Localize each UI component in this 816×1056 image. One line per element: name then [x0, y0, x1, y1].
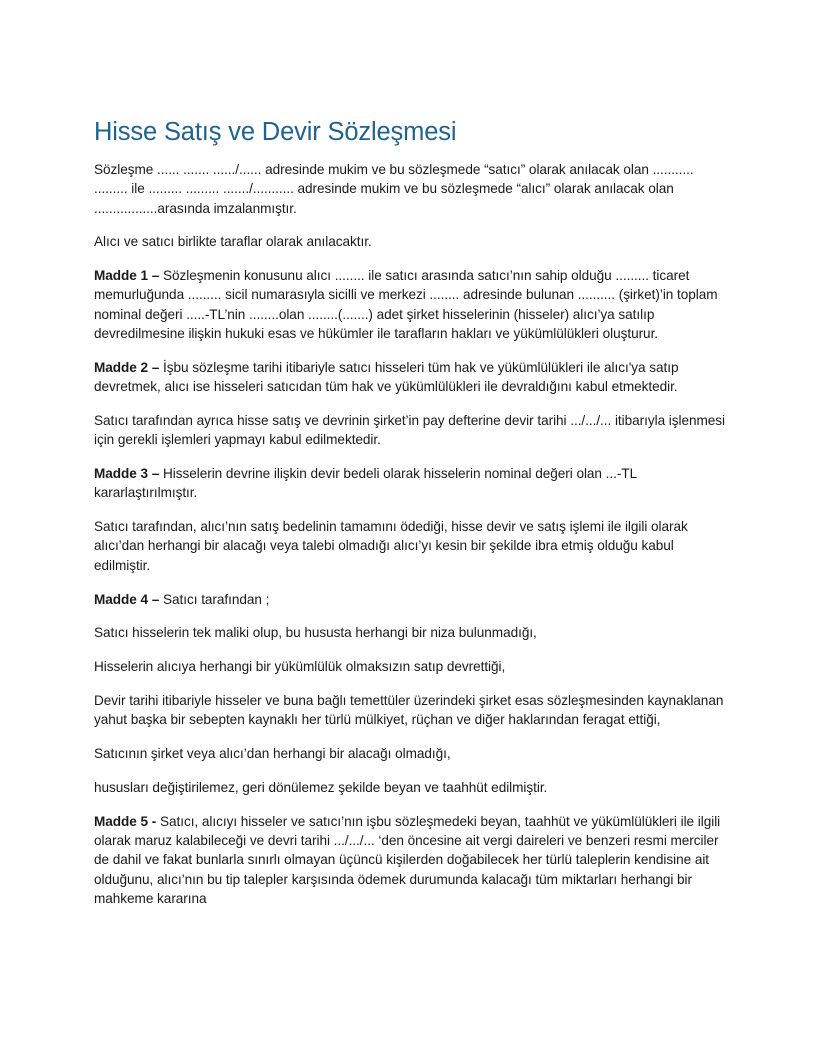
paragraph-text: Hisselerin alıcıya herhangi bir yükümlülük olmaksızın satıp devrettiği, — [94, 659, 506, 675]
paragraph-text: Satıcı tarafından, alıcı’nın satış bedelinin tamamını ödediği, hisse devir ve satış işlemi ile ilgili olarak alıcı’dan herhangi bir alacağı veya talebi olmadığı alıcı’yı kesin bir şekilde ibra etmiş olduğu kabul edilmiştir. — [94, 519, 688, 573]
paragraph-madde-4-close — [94, 778, 727, 797]
paragraph-parties-defined — [94, 232, 727, 251]
paragraph-text: Alıcı ve satıcı birlikte taraflar olarak anılacaktır. — [94, 234, 372, 250]
paragraph-label: Madde 4 – — [94, 591, 164, 607]
paragraph-madde-2 — [94, 358, 727, 397]
paragraph-madde-4-d — [94, 744, 727, 763]
paragraph-label: Madde 1 – — [94, 268, 164, 284]
paragraph-text: hususları değiştirilemez, geri dönülemez şekilde beyan ve taahhüt edilmiştir. — [94, 779, 548, 795]
paragraph-intro-parties — [94, 160, 727, 218]
paragraph-label: Madde 5 - — [94, 813, 160, 829]
paragraph-text: Sözleşmenin konusunu alıcı ........ ile satıcı arasında satıcı’nın sahip olduğu ......... ticaret memurluğunda ......... sicil numarasıyla sicilli ve merkezi ........ adresinde bulunan .......... (şirket)’in toplam nominal değeri .....-TL’nin ........olan ........(.......) adet şirket hisselerinin (hisseler) alıcı’ya satılıp devredilmesine ilişkin hukuki esas ve hükümler ile tarafların hakları ve yükümlülükleri oluşturur. — [94, 268, 718, 342]
paragraph-text: Satıcı tarafından ayrıca hisse satış ve devrinin şirket’in pay defterine devir tarihi .../.../... itibarıyla işlenmesi için gerekli işlemleri yapmayı kabul edilmektedir. — [94, 412, 726, 448]
paragraph-text: Satıcı, alıcıyı hisseler ve satıcı’nın işbu sözleşmedeki beyan, taahhüt ve yükümlülükleri ile ilgili olarak maruz kalabileceği ve devri tarihi .../.../... ‘den öncesine ait vergi daireleri ve benzeri resmi merciler de dahil ve fakat bunlarla sınırlı olmayan üçüncü kişilerden doğabilecek her türlü taleplerin kendisine ait olduğunu, alıcı’nın bu tip talepler karşısında ödemek durumunda kalacağı tüm miktarları herhangi bir mahkeme kararına — [94, 813, 721, 906]
paragraph-text: Satıcı hisselerin tek maliki olup, bu hususta herhangi bir niza bulunmadığı, — [94, 625, 537, 641]
paragraph-text: Satıcının şirket veya alıcı’dan herhangi bir alacağı olmadığı, — [94, 746, 451, 762]
paragraph-text: Devir tarihi itibariyle hisseler ve buna bağlı temettüler üzerindeki şirket esas sözleşmesinden kaynaklanan yahut başka bir sebepten kaynaklı her türlü mülkiyet, rüçhan ve diğer haklarından feragat ettiği, — [94, 692, 724, 728]
paragraph-madde-4-c — [94, 691, 727, 730]
paragraph-madde-1 — [94, 266, 727, 343]
paragraph-text: İşbu sözleşme tarihi itibariyle satıcı hisseleri tüm hak ve yükümlülükleri ile alıcı'ya satıp devretmek, alıcı ise hisseleri satıcıdan tüm hak ve yükümlülükleri ile devraldığını kabul etmektedir. — [94, 359, 679, 395]
paragraph-madde-5 — [94, 812, 727, 908]
paragraph-text: Satıcı tarafından ; — [163, 591, 270, 607]
paragraph-pay-defteri — [94, 411, 727, 450]
paragraph-label: Madde 3 – — [94, 466, 164, 482]
paragraph-madde-4 — [94, 590, 727, 609]
page-title: Hisse Satış ve Devir Sözleşmesi — [94, 118, 457, 146]
paragraph-text: Hisselerin devrine ilişkin devir bedeli olarak hisselerin nominal değeri olan ...-TL kararlaştırılmıştır. — [94, 466, 637, 501]
paragraph-label: Madde 2 – — [94, 359, 164, 375]
paragraph-madde-4-b — [94, 657, 727, 676]
paragraph-madde-3 — [94, 464, 727, 503]
paragraph-ibra — [94, 517, 727, 575]
paragraph-madde-4-a — [94, 623, 727, 642]
document-body — [94, 160, 727, 908]
paragraph-text: Sözleşme ...... ....... ....../...... adresinde mukim ve bu sözleşmede “satıcı” olarak anılacak olan ........... ......... ile ......... ......... ......./........... adresinde mukim ve bu sözleşmede “alıcı” olarak anılacak olan .................arasında imzalanmıştır. — [94, 162, 694, 216]
